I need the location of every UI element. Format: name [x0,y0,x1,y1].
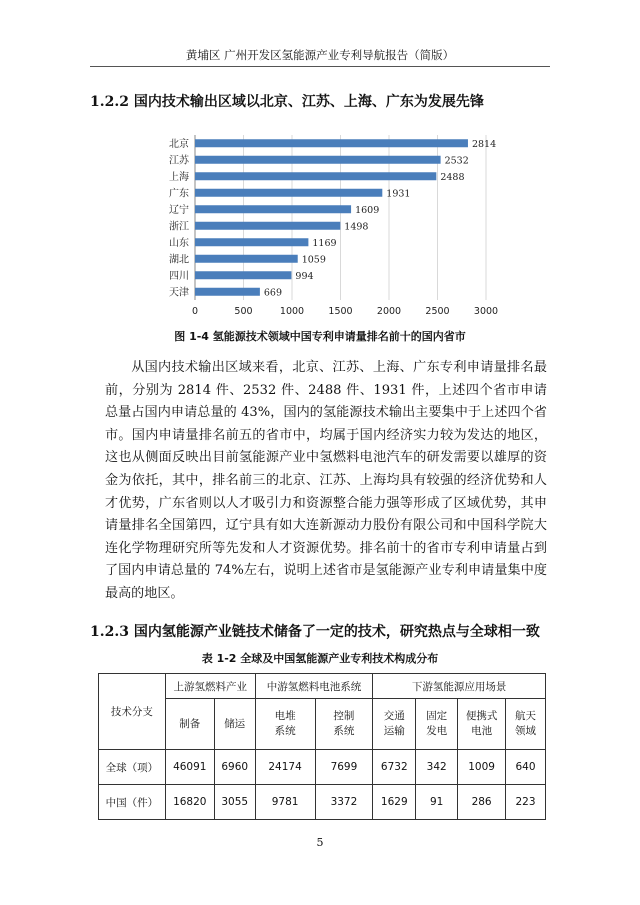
x-tick-label: 2000 [376,306,402,317]
sub-header: 航天 领域 [506,699,546,750]
x-tick-label: 1500 [328,306,353,317]
data-label: 1059 [301,254,326,266]
table-cell: 223 [506,785,546,820]
table-cell: 286 [458,785,506,820]
sub-header: 控制 系统 [315,699,373,750]
x-tick-label: 3000 [473,306,499,317]
table-cell: 3055 [214,785,255,820]
table-cell: 24174 [255,750,315,785]
bar [195,156,441,164]
x-tick-label: 0 [191,306,199,317]
data-label: 669 [263,287,283,299]
group-header-midstream: 中游氢燃料电池系统 [255,674,373,699]
data-label: 2488 [440,171,465,183]
patent-distribution-table [98,673,546,820]
bar [195,238,308,246]
x-tick-label: 1000 [279,306,305,317]
data-label: 1169 [312,237,337,249]
bar [195,288,260,296]
row-label-header: 技术分支 [99,674,166,750]
group-header-upstream: 上游氢燃料产业 [165,674,255,699]
page-number: 5 [316,836,324,849]
bar [195,205,351,213]
table-row [99,785,546,820]
x-tick-label: 2500 [425,306,450,317]
bar [195,139,468,147]
table-cell: 9781 [255,785,315,820]
sub-header: 储运 [214,699,255,750]
table-cell: 3372 [315,785,373,820]
bar [195,172,436,180]
x-tick-label: 500 [234,306,253,317]
table-cell: 1629 [373,785,416,820]
sub-header: 电堆 系统 [255,699,315,750]
category-label: 江苏 [169,155,189,167]
sub-header: 制备 [165,699,214,750]
category-label: 辽宁 [169,204,189,216]
table-cell: 6960 [214,750,255,785]
row-label: 中国（件） [99,785,166,820]
body-paragraph: 从国内技术输出区域来看，北京、江苏、上海、广东专利申请量排名最前，分别为 2814 件、2532 件、2488 件、1931 件，上述四个省市申请总量占国内申请总量的 43%，国内的氢能源技术输出主要集中于上述四个省市。国内申请量排名前五的省市中，均属于国内经济实力较为发达的地区，这也从侧面反映出目前氢能源产业中氢燃料电池汽车的研发需要以雄厚的资金为依托，其中，排名前三的北京、江苏、上海均具有较强的经济优势和人才优势，广东省则以人才吸引力和资源整合能力强等形成了区域优势，其申请量排名全国第四，辽宁具有如大连新源动力股份有限公司和中国科学院大连化学物理研究所等先发和人才资源优势。排名前十的省市专利申请量占到了国内申请总量的 74%左右，说明上述省市是氢能源产业专利申请量集中度最高的地区。 [105,360,547,601]
data-label: 1931 [386,188,411,200]
sub-header: 便携式 电池 [458,699,506,750]
category-label: 湖北 [169,254,189,266]
bar [195,271,291,279]
running-header: 黄埔区 广州开发区氢能源产业专利导航报告（简版） [185,48,455,62]
bar [195,222,340,230]
data-label: 1609 [355,204,380,216]
row-label: 全球（项） [99,750,166,785]
sub-header: 固定 发电 [416,699,458,750]
category-label: 上海 [169,171,189,183]
table-cell: 16820 [165,785,214,820]
table-row [99,750,546,785]
data-label: 2532 [444,155,469,167]
table-cell: 46091 [165,750,214,785]
table-caption: 表 1-2 全球及中国氢能源产业专利技术构成分布 [201,652,439,665]
table-cell: 6732 [373,750,416,785]
table-cell: 1009 [458,750,506,785]
data-label: 1498 [344,221,369,233]
data-label: 994 [295,270,314,282]
table-cell: 342 [416,750,458,785]
bar [195,255,298,263]
sub-header: 交通 运输 [373,699,416,750]
group-header-downstream: 下游氢能源应用场景 [373,674,546,699]
figure-caption: 图 1-4 氢能源技术领域中国专利申请量排名前十的国内省市 [174,330,466,343]
bar-chart [155,130,525,320]
data-label: 2814 [471,138,497,150]
header-rule [90,66,550,67]
table-cell: 640 [506,750,546,785]
bar [195,189,382,197]
category-label: 天津 [169,287,189,299]
section-heading-1-2-2: 1.2.2 国内技术输出区域以北京、江苏、上海、广东为发展先锋 [90,94,484,110]
category-label: 北京 [169,138,189,150]
section-heading-1-2-3: 1.2.3 国内氢能源产业链技术储备了一定的技术，研究热点与全球相一致 [90,624,540,640]
category-label: 广东 [169,188,189,200]
table-cell: 91 [416,785,458,820]
category-label: 浙江 [169,221,189,233]
category-label: 四川 [169,270,189,282]
category-label: 山东 [169,237,189,249]
table-cell: 7699 [315,750,373,785]
